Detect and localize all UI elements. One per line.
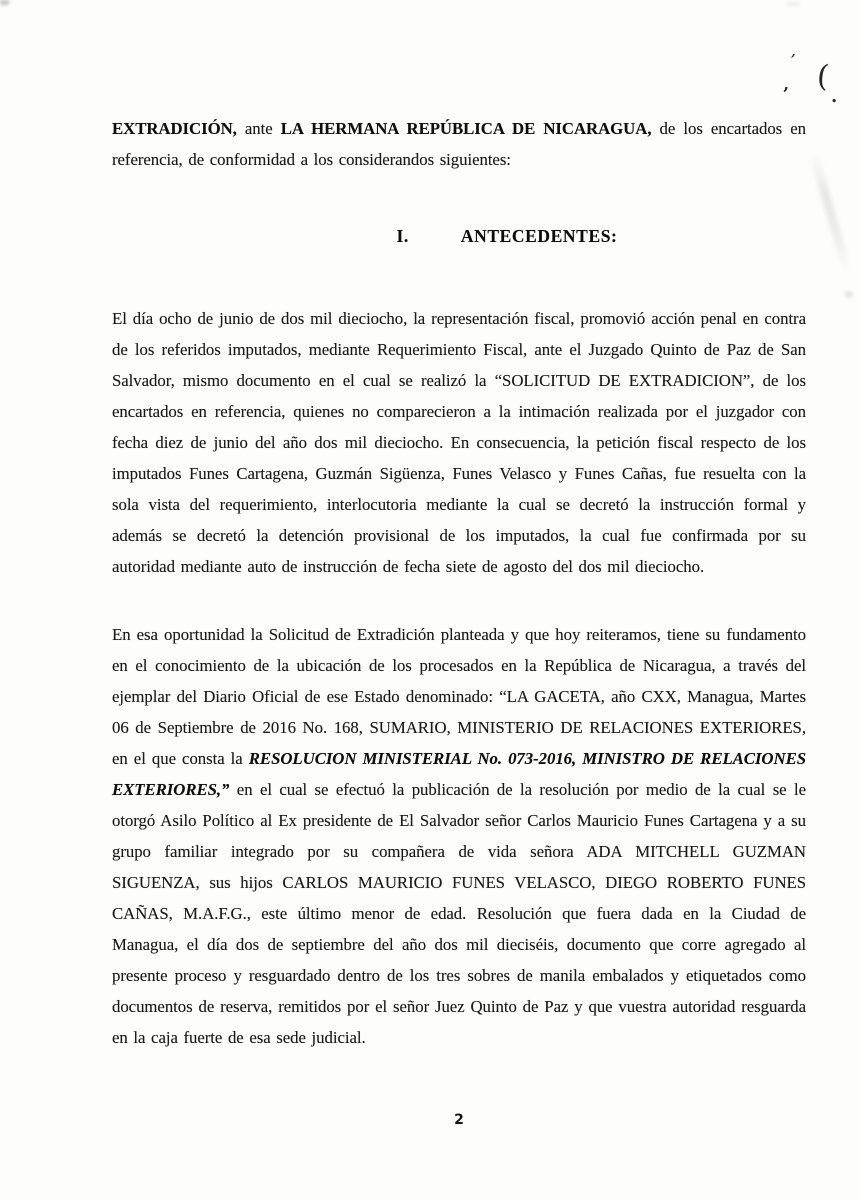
pen-mark-icon: ’ [787, 50, 797, 72]
resolution-ministerial-reference: RESOLUCION MINISTERIAL No. 073-2016, MINISTRO DE RELACIONES EXTERIORES,” [112, 748, 806, 799]
scan-smudge-artifact [0, 0, 9, 5]
intro-run-rest: de los encartados en referencia, de conformidad a los considerandos siguientes: [112, 118, 806, 169]
section-heading [112, 221, 854, 252]
paragraph-2-run-tail: en el cual se efectuó la publicación de la resolución por medio de la cual se le otorgó Asilo Político al Ex presidente de El Salvador señor Carlos Mauricio Funes Cartagena y a su grupo familiar integrado por su compañera de vida señora ADA MITCHELL GUZMAN SIGUENZA, sus hijos CARLOS MAURICIO FUNES VELASCO, DIEGO ROBERTO FUNES CAÑAS, M.A.F.G., este último menor de edad. Resolución que fuera dada en la Ciudad de Managua, el día dos de septiembre del año dos mil dieciséis, documento que corre agregado al presente proceso y resguardado dentro de los tres sobres de manila embalados y etiquetados como documentos de reserva, remitidos por el señor Juez Quinto de Paz y que vuestra autoridad resguarda en la caja fuerte de esa sede judicial. [112, 779, 806, 1047]
pen-mark-icon: ( [815, 58, 831, 95]
pen-mark-icon: ‚ [783, 74, 790, 95]
intro-run-ante: ante [236, 118, 281, 138]
scan-smudge-artifact [845, 291, 853, 298]
scan-streak-artifact [809, 151, 852, 274]
section-numeral: I. [396, 226, 409, 246]
paragraph-antecedentes-1: El día ocho de junio de dos mil dieciocho, la representación fiscal, promovió acción penal en contra de los referidos imputados, mediante Requerimiento Fiscal, ante el Juzgado Quinto de Paz de San Salvador, mismo documento en el cual se realizó la “SOLICITUD DE EXTRADICION”, de los encartados en referencia, quienes no comparecieron a la intimación realizada por el juzgador con fecha diez de junio del año dos mil dieciocho. En consecuencia, la petición fiscal respecto de los imputados Funes Cartagena, Guzmán Sigüenza, Funes Velasco y Funes Cañas, fue resuelta con la sola vista del requerimiento, interlocutoria mediante la cual se decretó la instrucción formal y además se decretó la detención provisional de los imputados, la cual fue confirmada por su autoridad mediante auto de instrucción de fecha siete de agosto del dos mil dieciocho. [112, 308, 806, 576]
page-number: 2 [454, 1112, 464, 1128]
intro-run-republica: LA HERMANA REPÚBLICA DE NICARAGUA, [280, 118, 652, 138]
paragraph-2-run-lead: En esa oportunidad la Solicitud de Extradición planteada y que hoy reiteramos, tiene su fundamento en el conocimiento de la ubicación de los procesados en la República de Nicaragua, a través del ejemplar del Diario Oficial de ese Estado denominado: “LA GACETA, año CXX, Managua, Martes 06 de Septiembre de 2016 No. 168, SUMARIO, MINISTERIO DE RELACIONES EXTERIORES, en el que consta la [112, 624, 806, 768]
paragraph-antecedentes-2 [112, 619, 806, 1053]
pen-mark-icon: . [831, 86, 838, 107]
section-title: ANTECEDENTES: [460, 226, 618, 246]
scan-smudge-artifact [786, 2, 800, 6]
intro-run-extradicion: EXTRADICIÓN, [112, 118, 237, 138]
opening-paragraph [112, 113, 806, 175]
